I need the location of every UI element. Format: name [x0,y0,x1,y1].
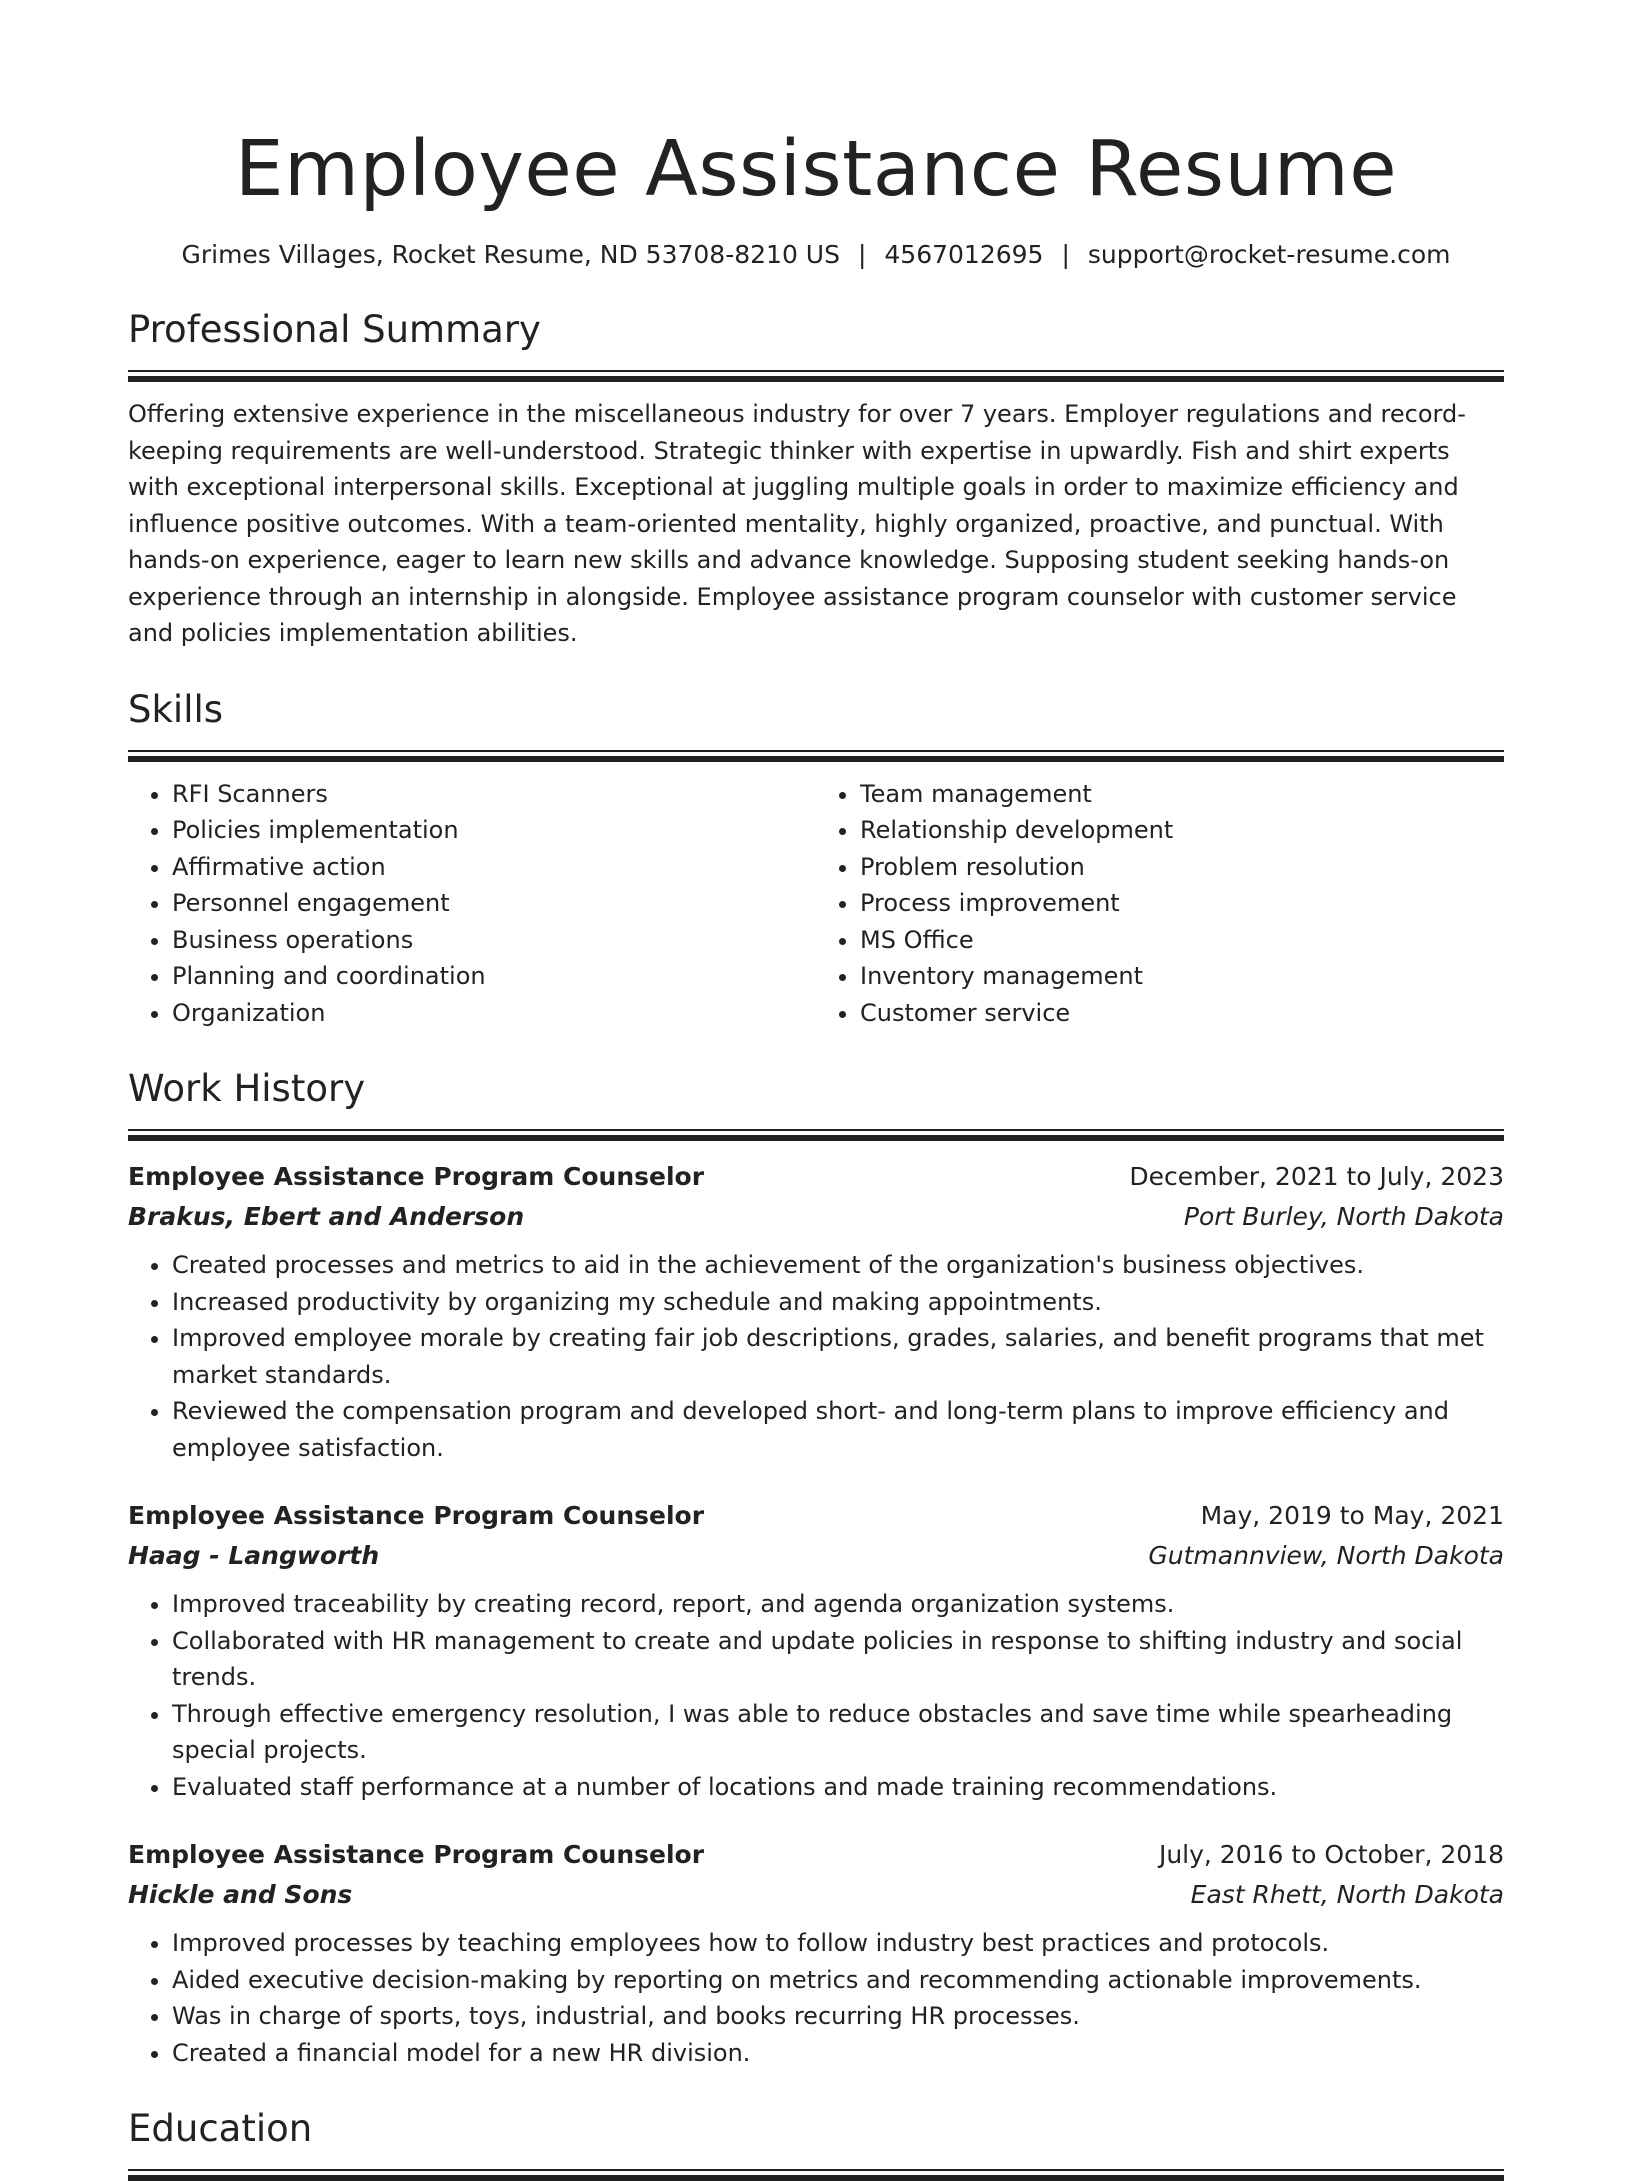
job-title: Employee Assistance Program Counselor [128,1162,705,1191]
job-company: Hickle and Sons [128,1880,353,1909]
work-history-section [128,1067,1504,2071]
skills-section [128,688,1504,1032]
job-company: Haag - Langworth [128,1541,380,1570]
skills-list-left [128,776,816,1032]
section-divider [128,370,1504,382]
job-company-row [128,1536,1504,1576]
summary-section [128,308,1504,652]
skill-item: • Business operations [172,922,816,959]
skill-item: • Organization [172,995,816,1032]
job-bullet: • Improved traceability by creating record, report, and agenda organization systems. [172,1586,1504,1623]
contact-phone: 4567012695 [884,240,1044,269]
contact-email: support@rocket-resume.com [1087,240,1451,269]
job-entry [128,1496,1504,1805]
skill-item: • Personnel engagement [172,885,816,922]
contact-line [128,238,1504,272]
job-header-row [128,1157,1504,1197]
skill-item: • Inventory management [860,958,1504,995]
job-location: Gutmannview, North Dakota [1148,1541,1504,1570]
skill-item: • Customer service [860,995,1504,1032]
section-divider [128,750,1504,762]
section-title-summary: Professional Summary [128,308,541,351]
job-bullet: • Was in charge of sports, toys, industrial, and books recurring HR processes. [172,1998,1504,2035]
job-bullet: • Improved processes by teaching employees how to follow industry best practices and protocols. [172,1925,1504,1962]
job-bullet: • Created processes and metrics to aid in the achievement of the organization's business objectives. [172,1247,1504,1284]
section-divider [128,2169,1504,2181]
section-divider [128,1129,1504,1141]
skill-item: • Relationship development [860,812,1504,849]
education-section [128,2107,1504,2181]
resume-title: Employee Assistance Resume [234,125,1398,214]
skills-columns [128,776,1504,1032]
skills-column-right [816,776,1504,1032]
job-company: Brakus, Ebert and Anderson [128,1202,525,1231]
job-location: East Rhett, North Dakota [1190,1880,1504,1909]
job-title: Employee Assistance Program Counselor [128,1840,705,1869]
skill-item: • Problem resolution [860,849,1504,886]
job-location: Port Burley, North Dakota [1183,1202,1504,1231]
contact-separator: | [1061,240,1070,269]
skill-item: • MS Office [860,922,1504,959]
contact-separator: | [857,240,867,269]
job-bullet: • Reviewed the compensation program and developed short- and long-term plans to improve efficiency and employee satisfaction. [172,1393,1504,1466]
job-bullet: • Aided executive decision-making by reporting on metrics and recommending actionable improvements. [172,1962,1504,1999]
job-header-row [128,1835,1504,1875]
section-title-education: Education [128,2107,313,2150]
job-bullets [128,1586,1504,1805]
skill-item: • Team management [860,776,1504,813]
job-company-row [128,1875,1504,1915]
job-dates: May, 2019 to May, 2021 [1200,1501,1504,1530]
job-bullet: • Through effective emergency resolution, I was able to reduce obstacles and save time while spearheading special projects. [172,1696,1504,1769]
contact-address: Grimes Villages, Rocket Resume, ND 53708-8210 US [181,240,840,269]
skill-item: • RFI Scanners [172,776,816,813]
job-bullet: • Improved employee morale by creating fair job descriptions, grades, salaries, and benefit programs that met market standards. [172,1320,1504,1393]
skills-column-left [128,776,816,1032]
section-title-skills: Skills [128,687,224,731]
job-bullet: • Increased productivity by organizing my schedule and making appointments. [172,1284,1504,1321]
section-title-work-history: Work History [128,1067,366,1110]
job-dates: December, 2021 to July, 2023 [1129,1162,1504,1191]
skill-item: • Planning and coordination [172,958,816,995]
job-company-row [128,1197,1504,1237]
skill-item: • Process improvement [860,885,1504,922]
skill-item: • Affirmative action [172,849,816,886]
job-bullet: • Created a financial model for a new HR division. [172,2035,1504,2072]
skill-item: • Policies implementation [172,812,816,849]
summary-text: Offering extensive experience in the miscellaneous industry for over 7 years. Employer regulations and record-keeping requirements are well-understood. Strategic thinker with expertise in upwardly. Fish and shirt experts with exceptional interpersonal skills. Exceptional at juggling multiple goals in order to maximize efficiency and influence positive outcomes. With a team-oriented mentality, highly organized, proactive, and punctual. With hands-on experience, eager to learn new skills and advance knowledge. Supposing student seeking hands-on experience through an internship in alongside. Employee assistance program counselor with customer service and policies implementation abilities. [128,400,1466,647]
job-bullets [128,1247,1504,1466]
job-bullet: • Evaluated staff performance at a number of locations and made training recommendations. [172,1769,1504,1806]
job-dates: July, 2016 to October, 2018 [1158,1840,1504,1869]
job-bullet: • Collaborated with HR management to create and update policies in response to shifting industry and social trends. [172,1623,1504,1696]
job-entry [128,1157,1504,1466]
job-entry [128,1835,1504,2071]
skills-list-right [816,776,1504,1032]
job-bullets [128,1925,1504,2071]
job-header-row [128,1496,1504,1536]
job-title: Employee Assistance Program Counselor [128,1501,705,1530]
